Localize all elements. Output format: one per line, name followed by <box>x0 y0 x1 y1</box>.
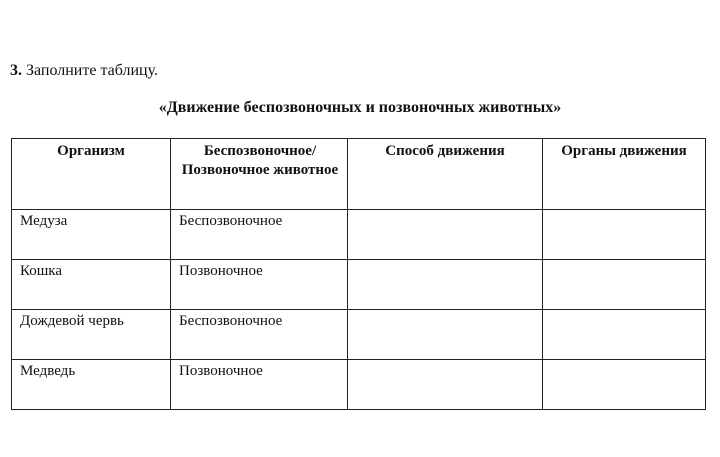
header-movement-organs: Органы движения <box>543 139 706 210</box>
cell-movement-method[interactable] <box>348 260 543 310</box>
task-number: 3. <box>10 62 22 79</box>
cell-movement-method[interactable] <box>348 310 543 360</box>
cell-movement-method[interactable] <box>348 210 543 260</box>
cell-type: Беспозвоночное <box>171 210 348 260</box>
cell-type: Беспозвоночное <box>171 310 348 360</box>
cell-type: Позвоночное <box>171 260 348 310</box>
header-invertebrate-vertebrate: Беспозвоночное/Позвоночное животное <box>171 139 348 210</box>
cell-movement-organs[interactable] <box>543 210 706 260</box>
table-row <box>12 260 706 310</box>
cell-organism: Медуза <box>12 210 171 260</box>
table-header-row <box>12 139 706 210</box>
table-title: «Движение беспозвоночных и позвоночных животных» <box>158 99 562 116</box>
cell-organism: Дождевой червь <box>12 310 171 360</box>
fill-in-table <box>11 138 706 410</box>
cell-movement-method[interactable] <box>348 360 543 410</box>
cell-type: Позвоночное <box>171 360 348 410</box>
task-statement <box>10 62 158 80</box>
table-row <box>12 310 706 360</box>
cell-movement-organs[interactable] <box>543 360 706 410</box>
table-row <box>12 210 706 260</box>
cell-movement-organs[interactable] <box>543 260 706 310</box>
table-row <box>12 360 706 410</box>
cell-movement-organs[interactable] <box>543 310 706 360</box>
cell-organism: Медведь <box>12 360 171 410</box>
cell-organism: Кошка <box>12 260 171 310</box>
header-movement-method: Способ движения <box>348 139 543 210</box>
task-text: Заполните таблицу. <box>26 62 158 79</box>
header-organism: Организм <box>12 139 171 210</box>
